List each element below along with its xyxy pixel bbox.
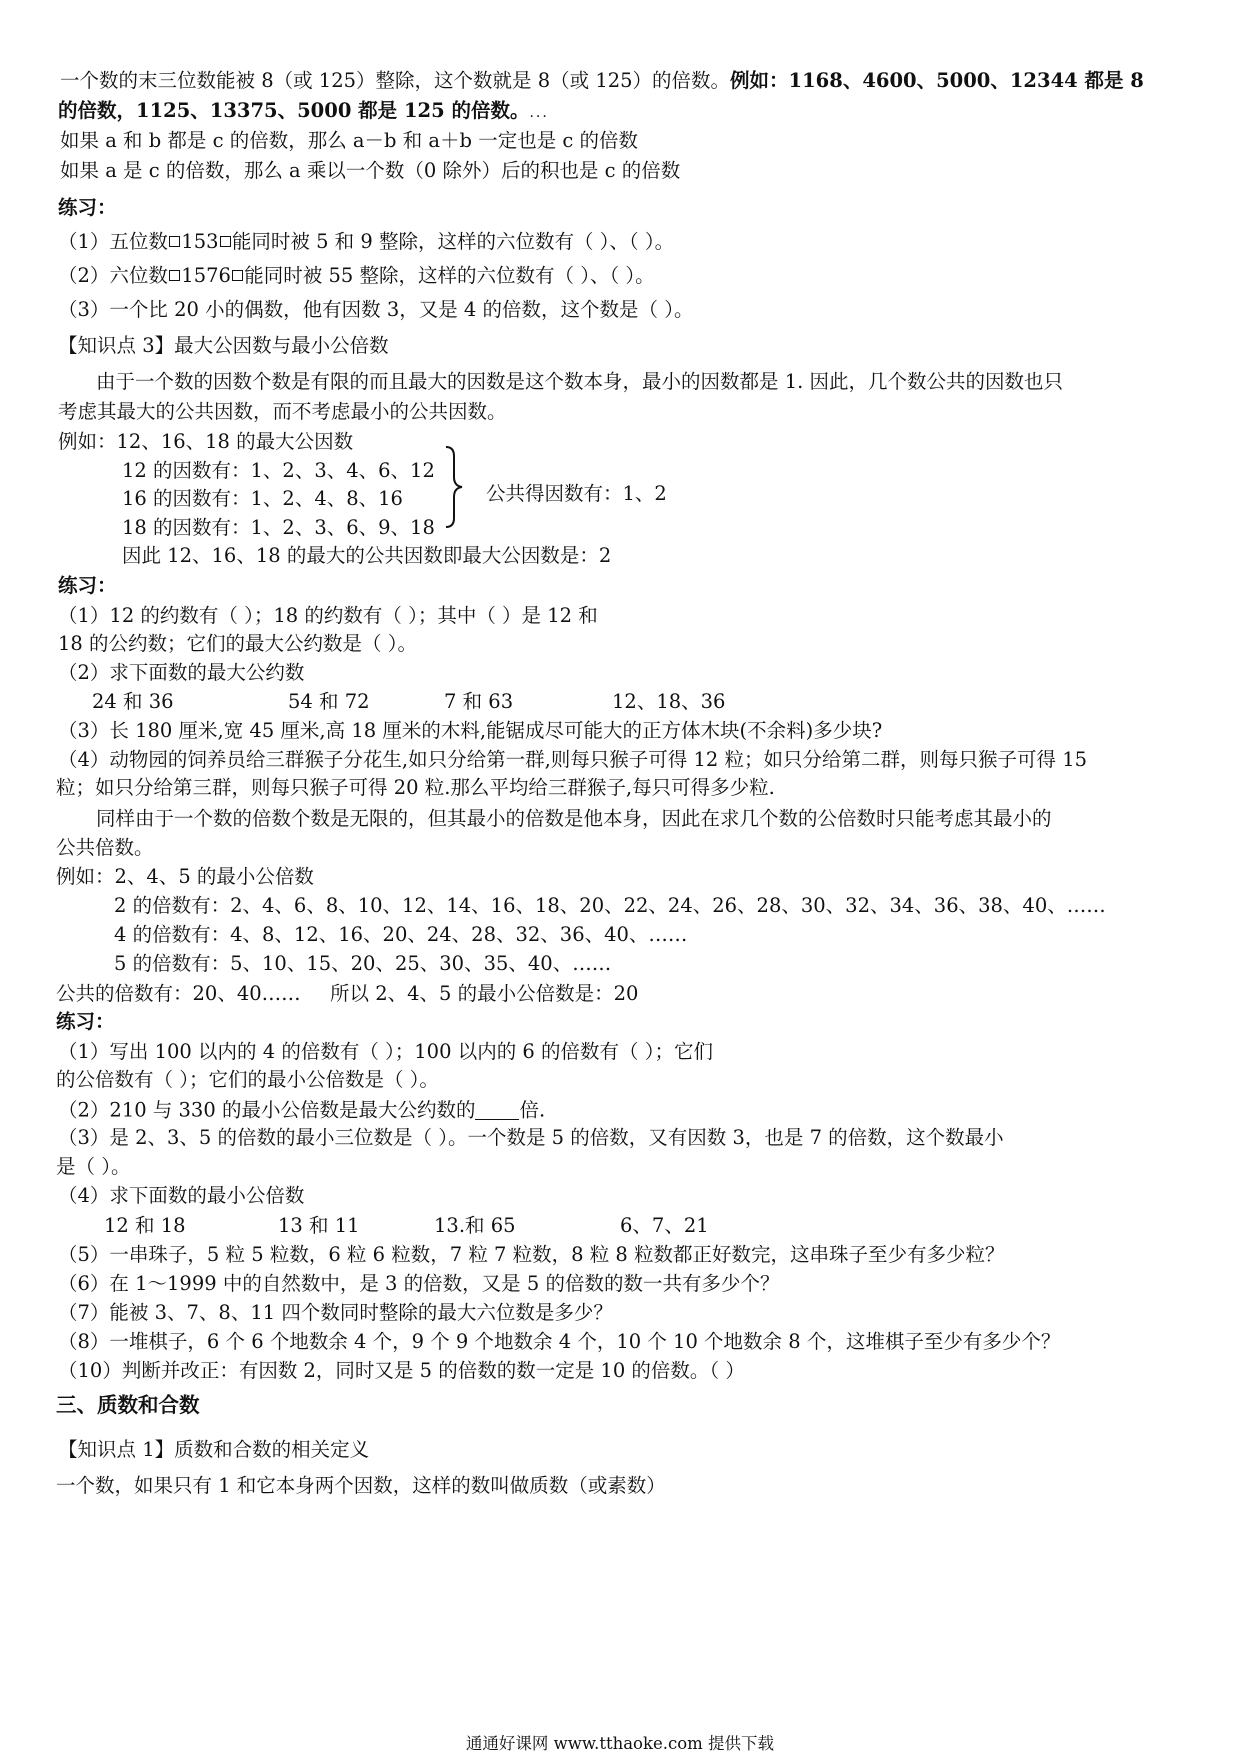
text: 倍. (519, 1098, 546, 1122)
factors-of-18: 18 的因数有：1、2、3、6、9、18 (122, 516, 435, 539)
multiples-of-4: 4 的倍数有：4、8、12、16、20、24、28、32、36、40、…… (114, 923, 688, 946)
practice-heading-1: 练习： (58, 196, 117, 219)
exercise-4: （4）求下面数的最小公倍数 (58, 1184, 305, 1207)
practice-heading-3: 练习： (56, 1010, 115, 1033)
exercise-8: （8）一堆棋子，6 个 6 个地数余 4 个，9 个 9 个地数余 4 个，10 个 10 个地数余 8 个，这堆棋子至少有多少个？ (58, 1330, 1061, 1353)
question-1-line-1: （1）12 的约数有（ ）；18 的约数有（ ）；其中（ ）是 12 和 (58, 604, 598, 627)
lcm-result: 所以 2、4、5 的最小公倍数是：20 (330, 982, 639, 1005)
rule-text: 一个数的末三位数能被 8（或 125）整除，这个数就是 8（或 125）的倍数。 (60, 69, 731, 92)
section-3-heading: 三、质数和合数 (56, 1393, 200, 1417)
question-3: （3）长 180 厘米,宽 45 厘米,高 18 厘米的木料,能锯成尽可能大的正方体木块(不余料)多少块? (58, 719, 883, 742)
knowledge-point-1-heading: 【知识点 1】质数和合数的相关定义 (58, 1438, 370, 1461)
text: （1）五位数 (58, 230, 168, 253)
answer-blank (475, 1099, 519, 1120)
gcd-problem-3: 7 和 63 (444, 690, 514, 713)
exercise-3-line-2: 是（ ）。 (56, 1155, 131, 1178)
digit-box (169, 270, 180, 281)
gcd-result: 因此 12、16、18 的最大的公共因数即最大公因数是：2 (122, 544, 612, 567)
text: （2）六位数 (58, 264, 168, 287)
paragraph-1-line-1: 由于一个数的因数个数是有限的而且最大的因数是这个数本身，最小的因数都是 1. 因此，几个数公共的因数也只 (96, 370, 1064, 393)
gcd-problem-4: 12、18、36 (612, 690, 726, 713)
text: 能同时被 55 整除，这样的六位数有（ ）、（ ）。 (244, 264, 655, 287)
practice-item-2 (58, 266, 655, 286)
paragraph-2-line-2: 公共倍数。 (56, 836, 154, 859)
lcm-problem-3: 13.和 65 (434, 1214, 516, 1237)
factors-of-16: 16 的因数有：1、2、4、8、16 (122, 487, 403, 510)
rule-line-3: 如果 a 和 b 都是 c 的倍数，那么 a－b 和 a＋b 一定也是 c 的倍数 (60, 129, 639, 152)
rule-line-2 (58, 101, 549, 121)
example-2-heading: 例如：2、4、5 的最小公倍数 (56, 865, 314, 888)
exercise-2 (58, 1099, 545, 1120)
exercise-7: （7）能被 3、7、8、11 四个数同时整除的最大六位数是多少？ (58, 1301, 613, 1324)
common-multiples: 公共的倍数有：20、40…… (56, 982, 301, 1005)
question-4-line-2: 粒；如只分给第三群，则每只猴子可得 20 粒.那么平均给三群猴子,每只可得多少粒. (56, 776, 775, 799)
dots: ... (529, 105, 549, 121)
paragraph-1-line-2: 考虑其最大的公共因数，而不考虑最小的公共因数。 (58, 400, 507, 423)
exercise-10: （10）判断并改正：有因数 2，同时又是 5 的倍数的数一定是 10 的倍数。（ ） (58, 1359, 745, 1382)
factors-of-12: 12 的因数有：1、2、3、4、6、12 (122, 459, 435, 482)
lcm-problem-1: 12 和 18 (104, 1214, 186, 1237)
example-1-heading: 例如：12、16、18 的最大公因数 (58, 430, 354, 453)
rule-example-bold: 例如：1168、4600、5000、12344 都是 8 (730, 69, 1144, 92)
exercise-1-line-1: （1）写出 100 以内的 4 的倍数有（ ）；100 以内的 6 的倍数有（ ）；它们 (58, 1040, 713, 1063)
text: （2）210 与 330 的最小公倍数是最大公约数的 (58, 1098, 476, 1122)
gcd-problem-1: 24 和 36 (92, 690, 174, 713)
digit-box (232, 270, 243, 281)
multiples-of-5: 5 的倍数有：5、10、15、20、25、30、35、40、…… (114, 952, 612, 975)
paragraph-2-line-1: 同样由于一个数的倍数个数是无限的，但其最小的倍数是他本身，因此在求几个数的公倍数时只能考虑其最小的 (96, 807, 1052, 830)
lcm-problem-4: 6、7、21 (620, 1214, 709, 1237)
question-4-line-1: （4）动物园的饲养员给三群猴子分花生,如只分给第一群,则每只猴子可得 12 粒；如只分给第二群，则每只猴子可得 15 (58, 748, 1088, 771)
practice-heading-2: 练习： (58, 574, 117, 597)
knowledge-point-3-heading: 【知识点 3】最大公因数与最小公倍数 (58, 334, 389, 357)
practice-item-3: （3）一个比 20 小的偶数，他有因数 3，又是 4 的倍数，这个数是（ ）。 (58, 298, 694, 321)
practice-item-1 (58, 232, 674, 252)
lcm-problem-2: 13 和 11 (278, 1214, 360, 1237)
question-1-line-2: 18 的公约数；它们的最大公约数是（ ）。 (58, 632, 417, 655)
page-footer: 通通好课网 www.tthaoke.com 提供下载 (465, 1734, 775, 1753)
rule-line-1 (60, 71, 1144, 91)
rule-line-4: 如果 a 是 c 的倍数，那么 a 乘以一个数（0 除外）后的积也是 c 的倍数 (60, 159, 681, 182)
exercise-6: （6）在 1～1999 中的自然数中，是 3 的倍数，又是 5 的倍数的数一共有多少个？ (58, 1272, 780, 1295)
exercise-1-line-2: 的公倍数有（ ）；它们的最小公倍数是（ ）。 (56, 1068, 439, 1091)
text: 1576 (181, 264, 231, 287)
exercise-3-line-1: （3）是 2、3、5 的倍数的最小三位数是（ ）。一个数是 5 的倍数，又有因数 3，也是 7 的倍数，这个数最小 (58, 1126, 1004, 1149)
digit-box (220, 236, 231, 247)
text: 153 (181, 230, 219, 253)
prime-definition: 一个数，如果只有 1 和它本身两个因数，这样的数叫做质数（或素数） (56, 1474, 666, 1497)
right-brace-icon (440, 444, 470, 530)
question-2: （2）求下面数的最大公约数 (58, 661, 305, 684)
common-factors: 公共得因数有：1、2 (486, 482, 667, 505)
gcd-problem-2: 54 和 72 (288, 690, 370, 713)
digit-box (169, 236, 180, 247)
exercise-5: （5）一串珠子，5 粒 5 粒数，6 粒 6 粒数，7 粒 7 粒数，8 粒 8 粒数都正好数完，这串珠子至少有多少粒？ (58, 1243, 1005, 1266)
multiples-of-2: 2 的倍数有：2、4、6、8、10、12、14、16、18、20、22、24、26、28、30、32、34、36、38、40、…… (114, 894, 1106, 917)
rule-example-cont: 的倍数，1125、13375、5000 都是 125 的倍数。 (58, 99, 530, 122)
text: 能同时被 5 和 9 整除，这样的六位数有（ ）、（ ）。 (231, 230, 675, 253)
